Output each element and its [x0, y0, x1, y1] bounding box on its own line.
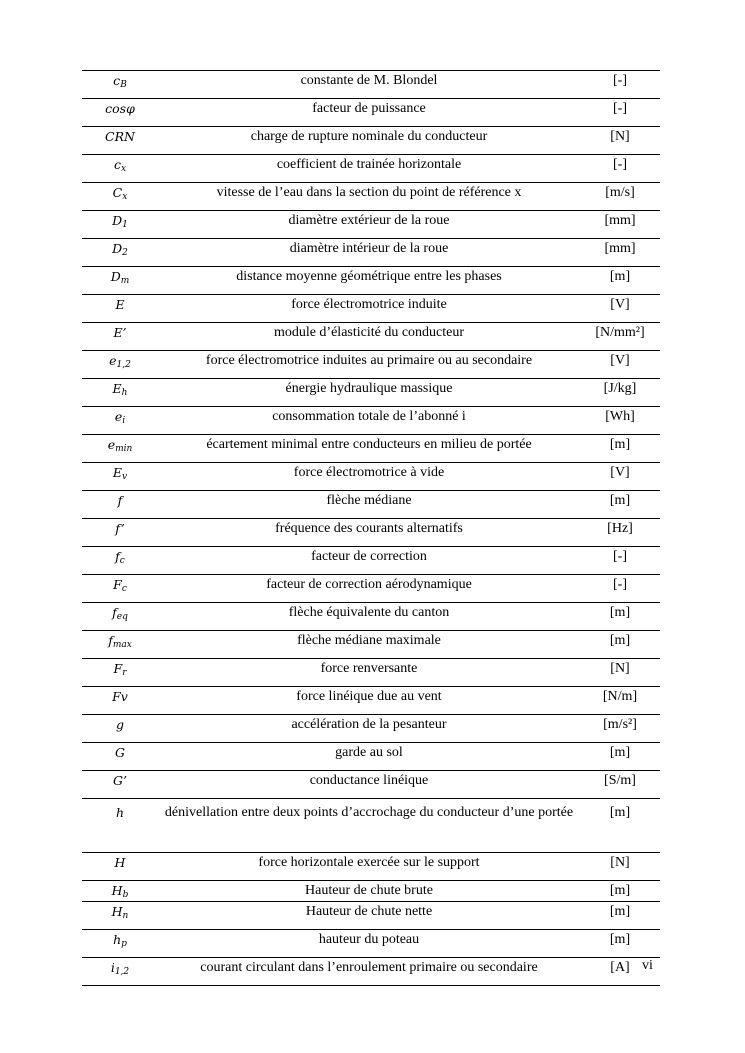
symbol: H — [114, 855, 126, 870]
symbol-cell — [82, 631, 158, 659]
unit-cell: [-] — [580, 71, 660, 99]
table-row — [82, 631, 660, 659]
description-cell: force électromotrice induites au primaire ou au secondaire — [158, 351, 580, 379]
symbol: D — [112, 241, 123, 256]
symbol: G — [115, 745, 125, 760]
symbol: e — [107, 437, 116, 452]
table-row — [82, 407, 660, 435]
symbol-cell — [82, 853, 158, 881]
unit-cell: [N/m] — [580, 687, 660, 715]
symbol-cell — [82, 71, 158, 99]
unit-cell: [m/s] — [580, 183, 660, 211]
symbol-subscript: m — [120, 276, 130, 286]
table-row — [82, 958, 660, 986]
symbol: C — [112, 185, 123, 200]
table-row — [82, 183, 660, 211]
table-row — [82, 715, 660, 743]
table-row — [82, 603, 660, 631]
description-cell: force linéique due au vent — [158, 687, 580, 715]
unit-cell: [-] — [580, 547, 660, 575]
symbol: h — [115, 805, 125, 820]
table-row — [82, 519, 660, 547]
symbol-cell — [82, 155, 158, 183]
symbol: E — [115, 297, 125, 312]
table-row — [82, 902, 660, 930]
symbol-cell — [82, 239, 158, 267]
description-cell: hauteur du poteau — [158, 930, 580, 958]
unit-cell: [N] — [580, 127, 660, 155]
unit-cell: [-] — [580, 99, 660, 127]
description-cell: garde au sol — [158, 743, 580, 771]
symbol-subscript: p — [121, 939, 127, 949]
symbol: f — [115, 549, 120, 564]
description-cell: dénivellation entre deux points d’accrochage du conducteur d’une portée — [158, 799, 580, 853]
unit-cell: [-] — [580, 575, 660, 603]
description-cell: facteur de correction aérodynamique — [158, 575, 580, 603]
table-row — [82, 71, 660, 99]
description-cell: diamètre extérieur de la roue — [158, 211, 580, 239]
description-cell: Hauteur de chute brute — [158, 881, 580, 902]
symbol-cell — [82, 715, 158, 743]
symbol-cell — [82, 881, 158, 902]
table-row — [82, 351, 660, 379]
symbol-subscript: B — [120, 80, 127, 90]
description-cell: flèche équivalente du canton — [158, 603, 580, 631]
unit-cell: [V] — [580, 463, 660, 491]
description-cell: force renversante — [158, 659, 580, 687]
table-row — [82, 799, 660, 853]
symbol-subscript: h — [121, 388, 128, 398]
symbol-cell — [82, 659, 158, 687]
description-cell: diamètre intérieur de la roue — [158, 239, 580, 267]
symbol-cell — [82, 407, 158, 435]
symbol-subscript: c — [121, 584, 127, 594]
symbol: c — [113, 157, 121, 172]
unit-cell: [J/kg] — [580, 379, 660, 407]
symbol: H — [111, 883, 123, 898]
table-row — [82, 491, 660, 519]
description-cell: force électromotrice à vide — [158, 463, 580, 491]
symbol: H — [111, 904, 123, 919]
symbol: f — [117, 493, 123, 508]
unit-cell: [mm] — [580, 239, 660, 267]
symbol: f — [112, 605, 117, 620]
symbol: c — [113, 73, 121, 88]
symbol-cell — [82, 519, 158, 547]
unit-cell: [N/mm²] — [580, 323, 660, 351]
description-cell: vitesse de l’eau dans la section du point de référence x — [158, 183, 580, 211]
symbol: CRN — [105, 129, 135, 144]
table-row — [82, 435, 660, 463]
symbol-subscript: 1,2 — [114, 967, 130, 977]
symbol-cell — [82, 743, 158, 771]
symbol: e — [114, 409, 123, 424]
unit-cell: [Hz] — [580, 519, 660, 547]
symbol-subscript: 1 — [122, 220, 128, 230]
symbol-subscript: 2 — [122, 248, 128, 258]
description-cell: module d’élasticité du conducteur — [158, 323, 580, 351]
description-cell: Hauteur de chute nette — [158, 902, 580, 930]
symbol-cell — [82, 799, 158, 853]
description-cell: énergie hydraulique massique — [158, 379, 580, 407]
unit-cell: [N] — [580, 659, 660, 687]
symbol-cell — [82, 127, 158, 155]
table-row — [82, 771, 660, 799]
description-cell: coefficient de trainée horizontale — [158, 155, 580, 183]
table-row — [82, 659, 660, 687]
unit-cell: [m] — [580, 743, 660, 771]
symbol: F — [113, 577, 122, 592]
symbol-cell — [82, 267, 158, 295]
table-row — [82, 127, 660, 155]
symbol-cell — [82, 211, 158, 239]
nomenclature-rows — [82, 71, 660, 986]
table-row — [82, 743, 660, 771]
page-number: vi — [642, 958, 653, 973]
symbol: f — [108, 633, 113, 648]
symbol-cell — [82, 575, 158, 603]
unit-cell: [-] — [580, 155, 660, 183]
unit-cell: [N] — [580, 853, 660, 881]
table-row — [82, 239, 660, 267]
description-cell: courant circulant dans l’enroulement primaire ou secondaire — [158, 958, 580, 986]
symbol-subscript: b — [122, 890, 129, 900]
description-cell: constante de M. Blondel — [158, 71, 580, 99]
symbol: cosφ — [105, 101, 135, 116]
symbol-cell — [82, 902, 158, 930]
symbol-cell — [82, 295, 158, 323]
description-cell: flèche médiane maximale — [158, 631, 580, 659]
symbol-cell — [82, 771, 158, 799]
symbol-cell — [82, 930, 158, 958]
description-cell: distance moyenne géométrique entre les phases — [158, 267, 580, 295]
table-row — [82, 379, 660, 407]
symbol-cell — [82, 183, 158, 211]
symbol-subscript: 1,2 — [116, 360, 131, 370]
table-row — [82, 881, 660, 902]
symbol-cell — [82, 323, 158, 351]
symbol-subscript: min — [115, 444, 133, 454]
symbol-subscript: v — [122, 472, 128, 482]
symbol-cell — [82, 547, 158, 575]
symbol: E — [112, 381, 122, 396]
table-row — [82, 211, 660, 239]
unit-cell: [S/m] — [580, 771, 660, 799]
symbol: e — [109, 353, 117, 368]
unit-cell: [V] — [580, 351, 660, 379]
symbol: E’ — [113, 325, 127, 340]
symbol-cell — [82, 99, 158, 127]
unit-cell: [m] — [580, 902, 660, 930]
symbol-cell — [82, 435, 158, 463]
unit-cell: [m] — [580, 881, 660, 902]
symbol: Fv — [112, 689, 128, 704]
unit-cell: [m] — [580, 799, 660, 853]
symbol: E — [112, 465, 123, 480]
table-row — [82, 547, 660, 575]
description-cell: facteur de puissance — [158, 99, 580, 127]
unit-cell: [mm] — [580, 211, 660, 239]
symbol-subscript: x — [120, 164, 127, 174]
symbol: D — [110, 269, 121, 284]
symbol: f’ — [115, 521, 125, 536]
description-cell: conductance linéique — [158, 771, 580, 799]
table-row — [82, 99, 660, 127]
symbol: F — [113, 661, 123, 676]
symbol-subscript: i — [122, 416, 126, 426]
table-row — [82, 853, 660, 881]
symbol-subscript: c — [119, 556, 125, 566]
description-cell: accélération de la pesanteur — [158, 715, 580, 743]
description-cell: charge de rupture nominale du conducteur — [158, 127, 580, 155]
symbol: i — [110, 960, 115, 975]
table-row — [82, 930, 660, 958]
table-row — [82, 155, 660, 183]
table-row — [82, 575, 660, 603]
description-cell: fréquence des courants alternatifs — [158, 519, 580, 547]
table-row — [82, 687, 660, 715]
symbol: g — [115, 717, 124, 732]
unit-cell: [Wh] — [580, 407, 660, 435]
description-cell: consommation totale de l’abonné i — [158, 407, 580, 435]
symbol-cell — [82, 603, 158, 631]
description-cell: flèche médiane — [158, 491, 580, 519]
unit-cell: [m] — [580, 603, 660, 631]
symbol-subscript: x — [122, 192, 128, 202]
symbol-subscript: n — [122, 911, 129, 921]
description-cell: force horizontale exercée sur le support — [158, 853, 580, 881]
description-cell: force électromotrice induite — [158, 295, 580, 323]
unit-cell: [m] — [580, 267, 660, 295]
symbol: D — [112, 213, 123, 228]
description-cell: facteur de correction — [158, 547, 580, 575]
symbol-cell — [82, 491, 158, 519]
symbol-cell — [82, 958, 158, 986]
unit-cell: [m] — [580, 930, 660, 958]
unit-cell: [m/s²] — [580, 715, 660, 743]
symbol-cell — [82, 463, 158, 491]
unit-cell: [A] — [580, 958, 660, 986]
table-row — [82, 267, 660, 295]
unit-cell: [m] — [580, 491, 660, 519]
symbol-subscript: max — [112, 640, 132, 650]
table-row — [82, 463, 660, 491]
symbol-subscript: r — [122, 668, 127, 678]
symbol: G’ — [113, 773, 127, 788]
unit-cell: [m] — [580, 435, 660, 463]
unit-cell: [m] — [580, 631, 660, 659]
table-row — [82, 295, 660, 323]
symbol-cell — [82, 687, 158, 715]
nomenclature-table — [82, 70, 660, 986]
description-cell: écartement minimal entre conducteurs en milieu de portée — [158, 435, 580, 463]
table-row — [82, 323, 660, 351]
symbol-cell — [82, 379, 158, 407]
symbol: h — [113, 932, 122, 947]
symbol-cell — [82, 351, 158, 379]
unit-cell: [V] — [580, 295, 660, 323]
symbol-subscript: eq — [116, 612, 128, 622]
